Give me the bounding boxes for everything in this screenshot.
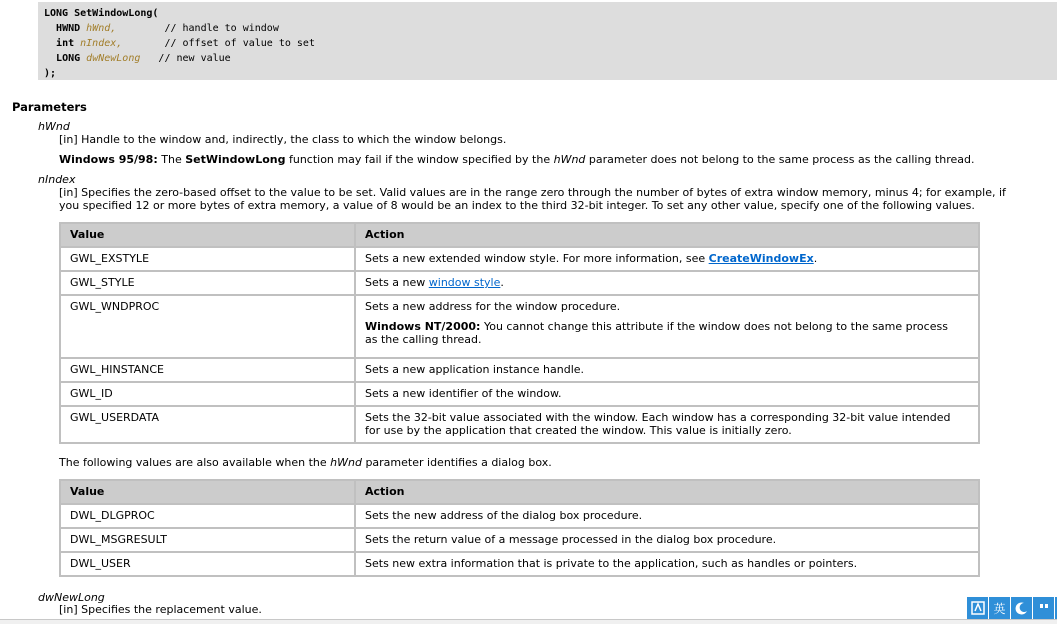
param-desc-nindex-2: you specified 12 or more bytes of extra memory, a value of 8 would be an index to the third 32-bit integer. To set any other value, specify one of the following values. [59,199,975,212]
table-row [60,271,979,295]
value-cell: GWL_ID [60,382,355,406]
value-cell: GWL_HINSTANCE [60,358,355,382]
quote-icon[interactable] [1033,597,1054,619]
createwindowex-link[interactable]: CreateWindowEx [708,252,814,265]
value-cell: GWL_WNDPROC [60,295,355,358]
table-header-row [60,480,979,504]
action-cell: Sets a new extended window style. For more information, see CreateWindowEx. [355,247,979,271]
code-line-nindex: int nIndex, // offset of value to set [56,38,315,49]
column-header-action: Action [355,223,979,247]
action-cell: Sets a new window style. [355,271,979,295]
param-desc-dwnewlong: [in] Specifies the replacement value. [59,603,262,616]
column-header-value: Value [60,223,355,247]
table-row [60,295,979,358]
param-note-hwnd: Windows 95/98: The SetWindowLong function may fail if the window specified by the hWnd parameter does not belong to the same process as the calling thread. [59,153,975,166]
value-cell: DWL_USER [60,552,355,576]
ime-toolbar[interactable] [967,597,1057,619]
window-style-link[interactable]: window style [428,276,501,289]
value-cell: GWL_EXSTYLE [60,247,355,271]
parameters-heading: Parameters [12,100,87,114]
action-cell: Sets a new identifier of the window. [355,382,979,406]
table-row [60,406,979,443]
value-cell: DWL_DLGPROC [60,504,355,528]
column-header-action: Action [355,480,979,504]
table-row [60,552,979,576]
param-name-dwnewlong: dwNewLong [38,591,105,604]
action-cell: Sets the 32-bit value associated with the window. Each window has a corresponding 32-bit value intended for use by the application that created the window. This value is initially zero. [355,406,979,443]
value-cell: GWL_USERDATA [60,406,355,443]
param-name-nindex: nIndex [38,173,76,186]
code-line-signature: LONG SetWindowLong( [44,8,159,19]
value-cell: GWL_STYLE [60,271,355,295]
action-cell: Sets a new application instance handle. [355,358,979,382]
column-header-value: Value [60,480,355,504]
code-line-hwnd: HWND hWnd, // handle to window [56,23,279,34]
action-cell: Sets new extra information that is private to the application, such as handles or pointers. [355,552,979,576]
action-text: Sets a new address for the window procedure. [365,300,621,313]
action-note: Windows NT/2000: You cannot change this attribute if the window does not belong to the same process as the calling thread. [365,320,948,346]
action-cell: Sets the return value of a message processed in the dialog box procedure. [355,528,979,552]
table-row [60,247,979,271]
gwl-values-table [59,222,980,444]
value-cell: DWL_MSGRESULT [60,528,355,552]
status-bar [0,619,1057,624]
table-row [60,504,979,528]
code-block [38,2,1057,80]
action-cell: Sets the new address of the dialog box procedure. [355,504,979,528]
code-line-close: ); [44,68,57,79]
code-line-dwnewlong: LONG dwNewLong // new value [56,53,231,64]
dialog-values-intro: The following values are also available when the hWnd parameter identifies a dialog box. [59,456,552,469]
ime-language-toggle[interactable]: 英 [989,597,1010,619]
ime-logo-icon[interactable] [967,597,988,619]
param-desc-nindex-1: [in] Specifies the zero-based offset to the value to be set. Valid values are in the range zero through the number of bytes of extra window memory, minus 4; for example, if [59,186,1006,199]
param-name-hwnd: hWnd [38,120,70,133]
action-cell [355,295,979,358]
table-header-row [60,223,979,247]
table-row [60,528,979,552]
dwl-values-table [59,479,980,577]
table-row [60,382,979,406]
moon-icon[interactable] [1011,597,1032,619]
param-desc-hwnd: [in] Handle to the window and, indirectly, the class to which the window belongs. [59,133,507,146]
table-row [60,358,979,382]
